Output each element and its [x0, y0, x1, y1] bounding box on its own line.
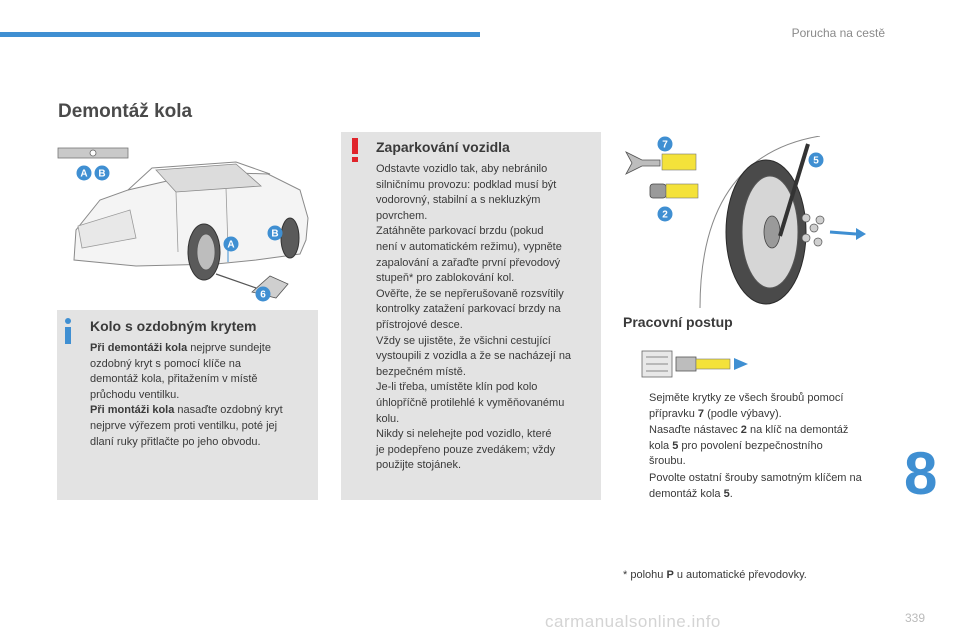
wheel-illustration — [620, 136, 880, 308]
figure-label-b-2 — [268, 226, 283, 241]
parking-line: Ověřte, že se nepřerušovaně rozsvítily — [376, 287, 564, 300]
hubcap-line: nejprve výřezem proti ventilku, poté jej — [90, 419, 278, 432]
hubcap-line: dlaní ruky přitlačte po jeho obvodu. — [90, 435, 261, 448]
svg-text:A: A — [80, 168, 88, 180]
svg-text:B: B — [271, 228, 279, 240]
page-number: 339 — [905, 611, 926, 625]
procedure-step: Sejměte krytky ze všech šroubů pomocí přípravku 7 (podle výbavy). — [649, 392, 844, 420]
parking-line: úhlopříčně protilehlé k vyměňovanému — [376, 396, 565, 409]
procedure-steps — [624, 391, 894, 503]
page-title: Demontáž kola — [58, 101, 193, 122]
svg-text:7: 7 — [662, 139, 668, 151]
figure-label-5 — [809, 153, 824, 168]
parking-line: Je-li třeba, umístěte klín pod kolo — [376, 381, 538, 394]
info-icon — [64, 318, 72, 344]
parking-line: vystoupili z vozidla a že se nacházejí na — [376, 350, 572, 363]
parking-line: zapalování a zařaďte první převodový — [376, 256, 561, 269]
hubcap-line: ozdobný kryt s pomocí klíče na — [90, 357, 242, 370]
footnote: * polohu P u automatické převodovky. — [623, 569, 807, 581]
hubcap-line: Při montáži kola nasaďte ozdobný kryt — [90, 404, 283, 417]
hubcap-line: průchodu ventilku. — [90, 388, 180, 401]
chapter-number: 8 — [904, 440, 938, 507]
figure-label-2 — [658, 207, 673, 222]
procedure-title: Pracovní postup — [623, 314, 733, 330]
parking-title: Zaparkování vozidla — [376, 139, 510, 155]
header-accent-bar — [0, 32, 480, 37]
car-illustration — [56, 142, 318, 308]
parking-line: přístrojové desce. — [376, 318, 463, 331]
hubcap-title: Kolo s ozdobným krytem — [90, 318, 257, 334]
watermark: carmanualsonline.info — [545, 612, 721, 631]
parking-line: Odstavte vozidlo tak, aby nebránilo — [376, 163, 548, 175]
figure-label-7 — [658, 137, 673, 152]
parking-line: je podepřeno pouze zvedákem; vždy — [376, 443, 556, 456]
parking-line: kontrolky zatažení parkovací brzdy na — [376, 303, 561, 316]
parking-line: kolu. — [376, 412, 400, 425]
figure-label-a-2 — [224, 237, 239, 252]
svg-text:2: 2 — [662, 209, 668, 221]
wrench-extension-illustration — [640, 345, 760, 383]
procedure-step: Povolte ostatní šrouby samotným klíčem na demontáž kola 5. — [649, 471, 862, 500]
warning-icon — [350, 138, 360, 162]
figure-label-a — [77, 166, 92, 181]
figure-label-6 — [256, 287, 271, 302]
hubcap-line: Při demontáži kola nejprve sundejte — [90, 342, 271, 354]
hubcap-line: demontáž kola, přitažením v místě — [90, 373, 258, 386]
parking-text — [376, 162, 596, 474]
parking-line: bezpečném místě. — [376, 365, 466, 378]
parking-line: Nikdy si nelehejte pod vozidlo, které — [376, 428, 552, 441]
parking-line: Vždy se ujistěte, že všichni cestující — [376, 334, 551, 347]
parking-line: není v automatickém režimu), vypněte — [376, 240, 562, 253]
hubcap-text — [90, 341, 312, 450]
parking-line: povrchem. — [376, 209, 428, 222]
svg-text:A: A — [227, 239, 235, 251]
svg-text:6: 6 — [260, 289, 266, 301]
parking-line: Zatáhněte parkovací brzdu (pokud — [376, 225, 544, 238]
parking-line: stupeň* pro zablokování kol. — [376, 272, 515, 285]
svg-text:B: B — [98, 168, 106, 180]
procedure-step: Nasaďte nástavec 2 na klíč na demontáž kola 5 pro povolení bezpečnostního šroubu. — [649, 424, 849, 468]
parking-line: vodorovný, stabilní a s nekluzkým — [376, 194, 541, 207]
section-header: Porucha na cestě — [791, 26, 885, 40]
parking-line: použijte stojánek. — [376, 459, 461, 472]
parking-line: silničnímu provozu: podklad musí být — [376, 178, 557, 191]
figure-label-b — [95, 166, 110, 181]
svg-text:5: 5 — [813, 155, 819, 167]
